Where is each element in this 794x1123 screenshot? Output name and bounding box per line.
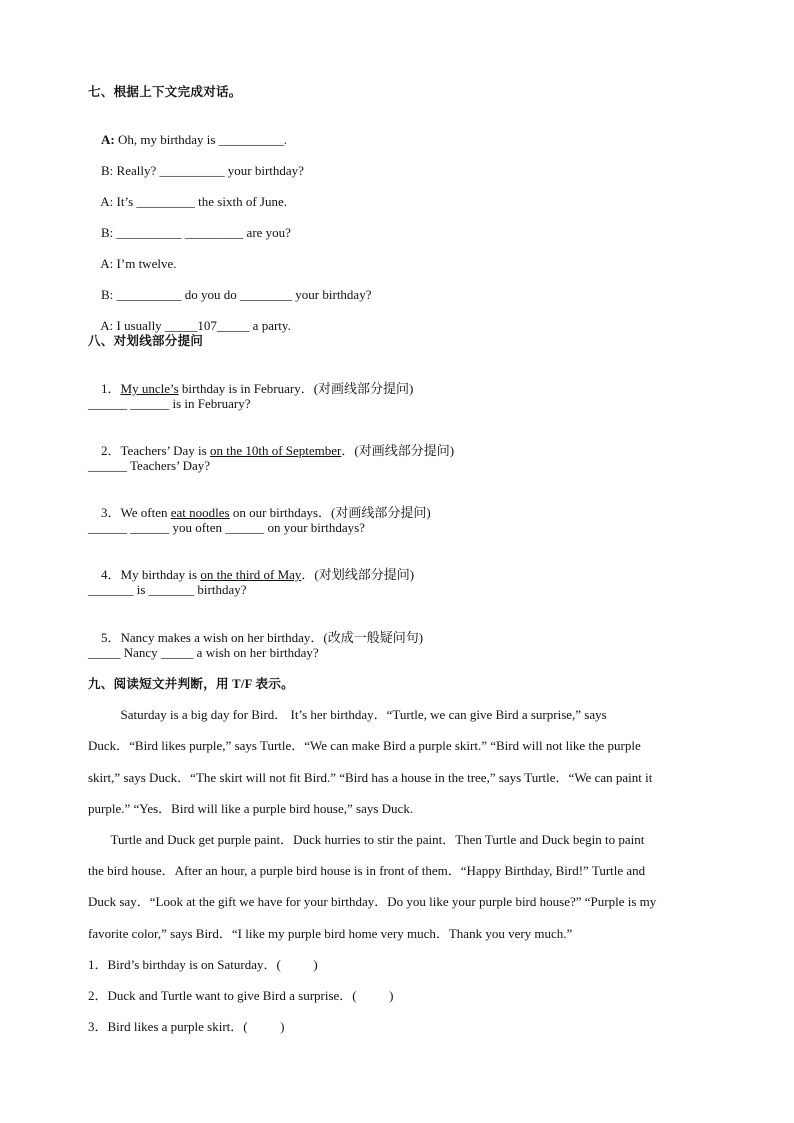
question-number: 5． xyxy=(101,630,121,645)
underlined-text: eat noodles xyxy=(170,505,230,520)
question-text: ．(对划线部分提问) xyxy=(301,567,415,582)
answer-line: _______ is _______ birthday? xyxy=(88,582,247,597)
passage-line: the bird house．After an hour, a purple bird house is in front of them．“Happy Birthday, Bird!” Turtle and xyxy=(88,863,646,878)
question-text: My birthday is xyxy=(120,567,201,582)
speaker-label: A: xyxy=(100,194,114,209)
question-text: Teachers’ Day is xyxy=(120,443,210,458)
speaker-label: B: xyxy=(101,163,114,178)
question-text: We often xyxy=(120,505,171,520)
dialogue-text: I usually _____107_____ a party. xyxy=(113,318,291,333)
question-number: 3． xyxy=(101,505,121,520)
answer-line: _____ Nancy _____ a wish on her birthday? xyxy=(88,645,319,660)
tf-question: 3．Bird likes a purple skirt．( ) xyxy=(88,1019,285,1034)
underlined-text: on the third of May xyxy=(200,567,302,582)
underlined-text: My uncle’s xyxy=(120,381,179,396)
section7-heading: 七、根据上下文完成对话。 xyxy=(88,85,242,99)
dialogue-text: __________ _________ are you? xyxy=(113,225,291,240)
speaker-label: B: xyxy=(101,287,114,302)
speaker-label: B: xyxy=(101,225,114,240)
question-text: ．(对画线部分提问) xyxy=(341,443,455,458)
question-text: on our birthdays．(对画线部分提问) xyxy=(229,505,431,520)
dialogue-text: Really? __________ your birthday? xyxy=(113,163,304,178)
passage-line: Turtle and Duck get purple paint．Duck hurries to stir the paint．Then Turtle and Duck begin to paint xyxy=(88,832,645,847)
section9-heading: 九、阅读短文并判断，用 T/F 表示。 xyxy=(88,677,294,691)
tf-question: 1．Bird’s birthday is on Saturday．( ) xyxy=(88,957,318,972)
speaker-label: A: xyxy=(100,318,114,333)
question-number: 4． xyxy=(101,567,121,582)
answer-line: ______ ______ is in February? xyxy=(88,396,251,411)
passage-line: Duck say．“Look at the gift we have for your birthday．Do you like your purple bird house?” “Purple is my xyxy=(88,894,657,909)
speaker-label: A: xyxy=(100,256,114,271)
passage-line: Duck．“Bird likes purple,” says Turtle．“We can make Bird a purple skirt.” “Bird will not like the purple xyxy=(88,738,641,753)
passage-line: Saturday is a big day for Bird． It’s her birthday．“Turtle, we can give Bird a surprise,” says xyxy=(88,707,607,722)
dialogue-text: Oh, my birthday is __________. xyxy=(114,132,287,147)
underlined-text: on the 10th of September xyxy=(209,443,342,458)
answer-line: ______ Teachers’ Day? xyxy=(88,458,211,473)
dialogue-text: It’s _________ the sixth of June. xyxy=(113,194,287,209)
passage-line: favorite color,” says Bird．“I like my purple bird home very much．Thank you very much.” xyxy=(88,926,573,941)
question-number: 1． xyxy=(101,381,121,396)
dialogue-text: __________ do you do ________ your birthday? xyxy=(113,287,372,302)
question-text: Nancy makes a wish on her birthday．(改成一般疑问句) xyxy=(120,630,424,645)
question-text: birthday is in February．(对画线部分提问) xyxy=(178,381,414,396)
passage-line: skirt,” says Duck．“The skirt will not fit Bird.” “Bird has a house in the tree,” says Turtle．“We can paint it xyxy=(88,770,653,785)
speaker-label: A: xyxy=(101,132,115,147)
tf-question: 2．Duck and Turtle want to give Bird a surprise．( ) xyxy=(88,988,394,1003)
answer-line: ______ ______ you often ______ on your birthdays? xyxy=(88,520,365,535)
passage-line: purple.” “Yes．Bird will like a purple bird house,” says Duck. xyxy=(88,801,414,816)
section8-heading: 八、对划线部分提问 xyxy=(88,334,204,348)
question-number: 2． xyxy=(101,443,121,458)
dialogue-text: I’m twelve. xyxy=(113,256,177,271)
